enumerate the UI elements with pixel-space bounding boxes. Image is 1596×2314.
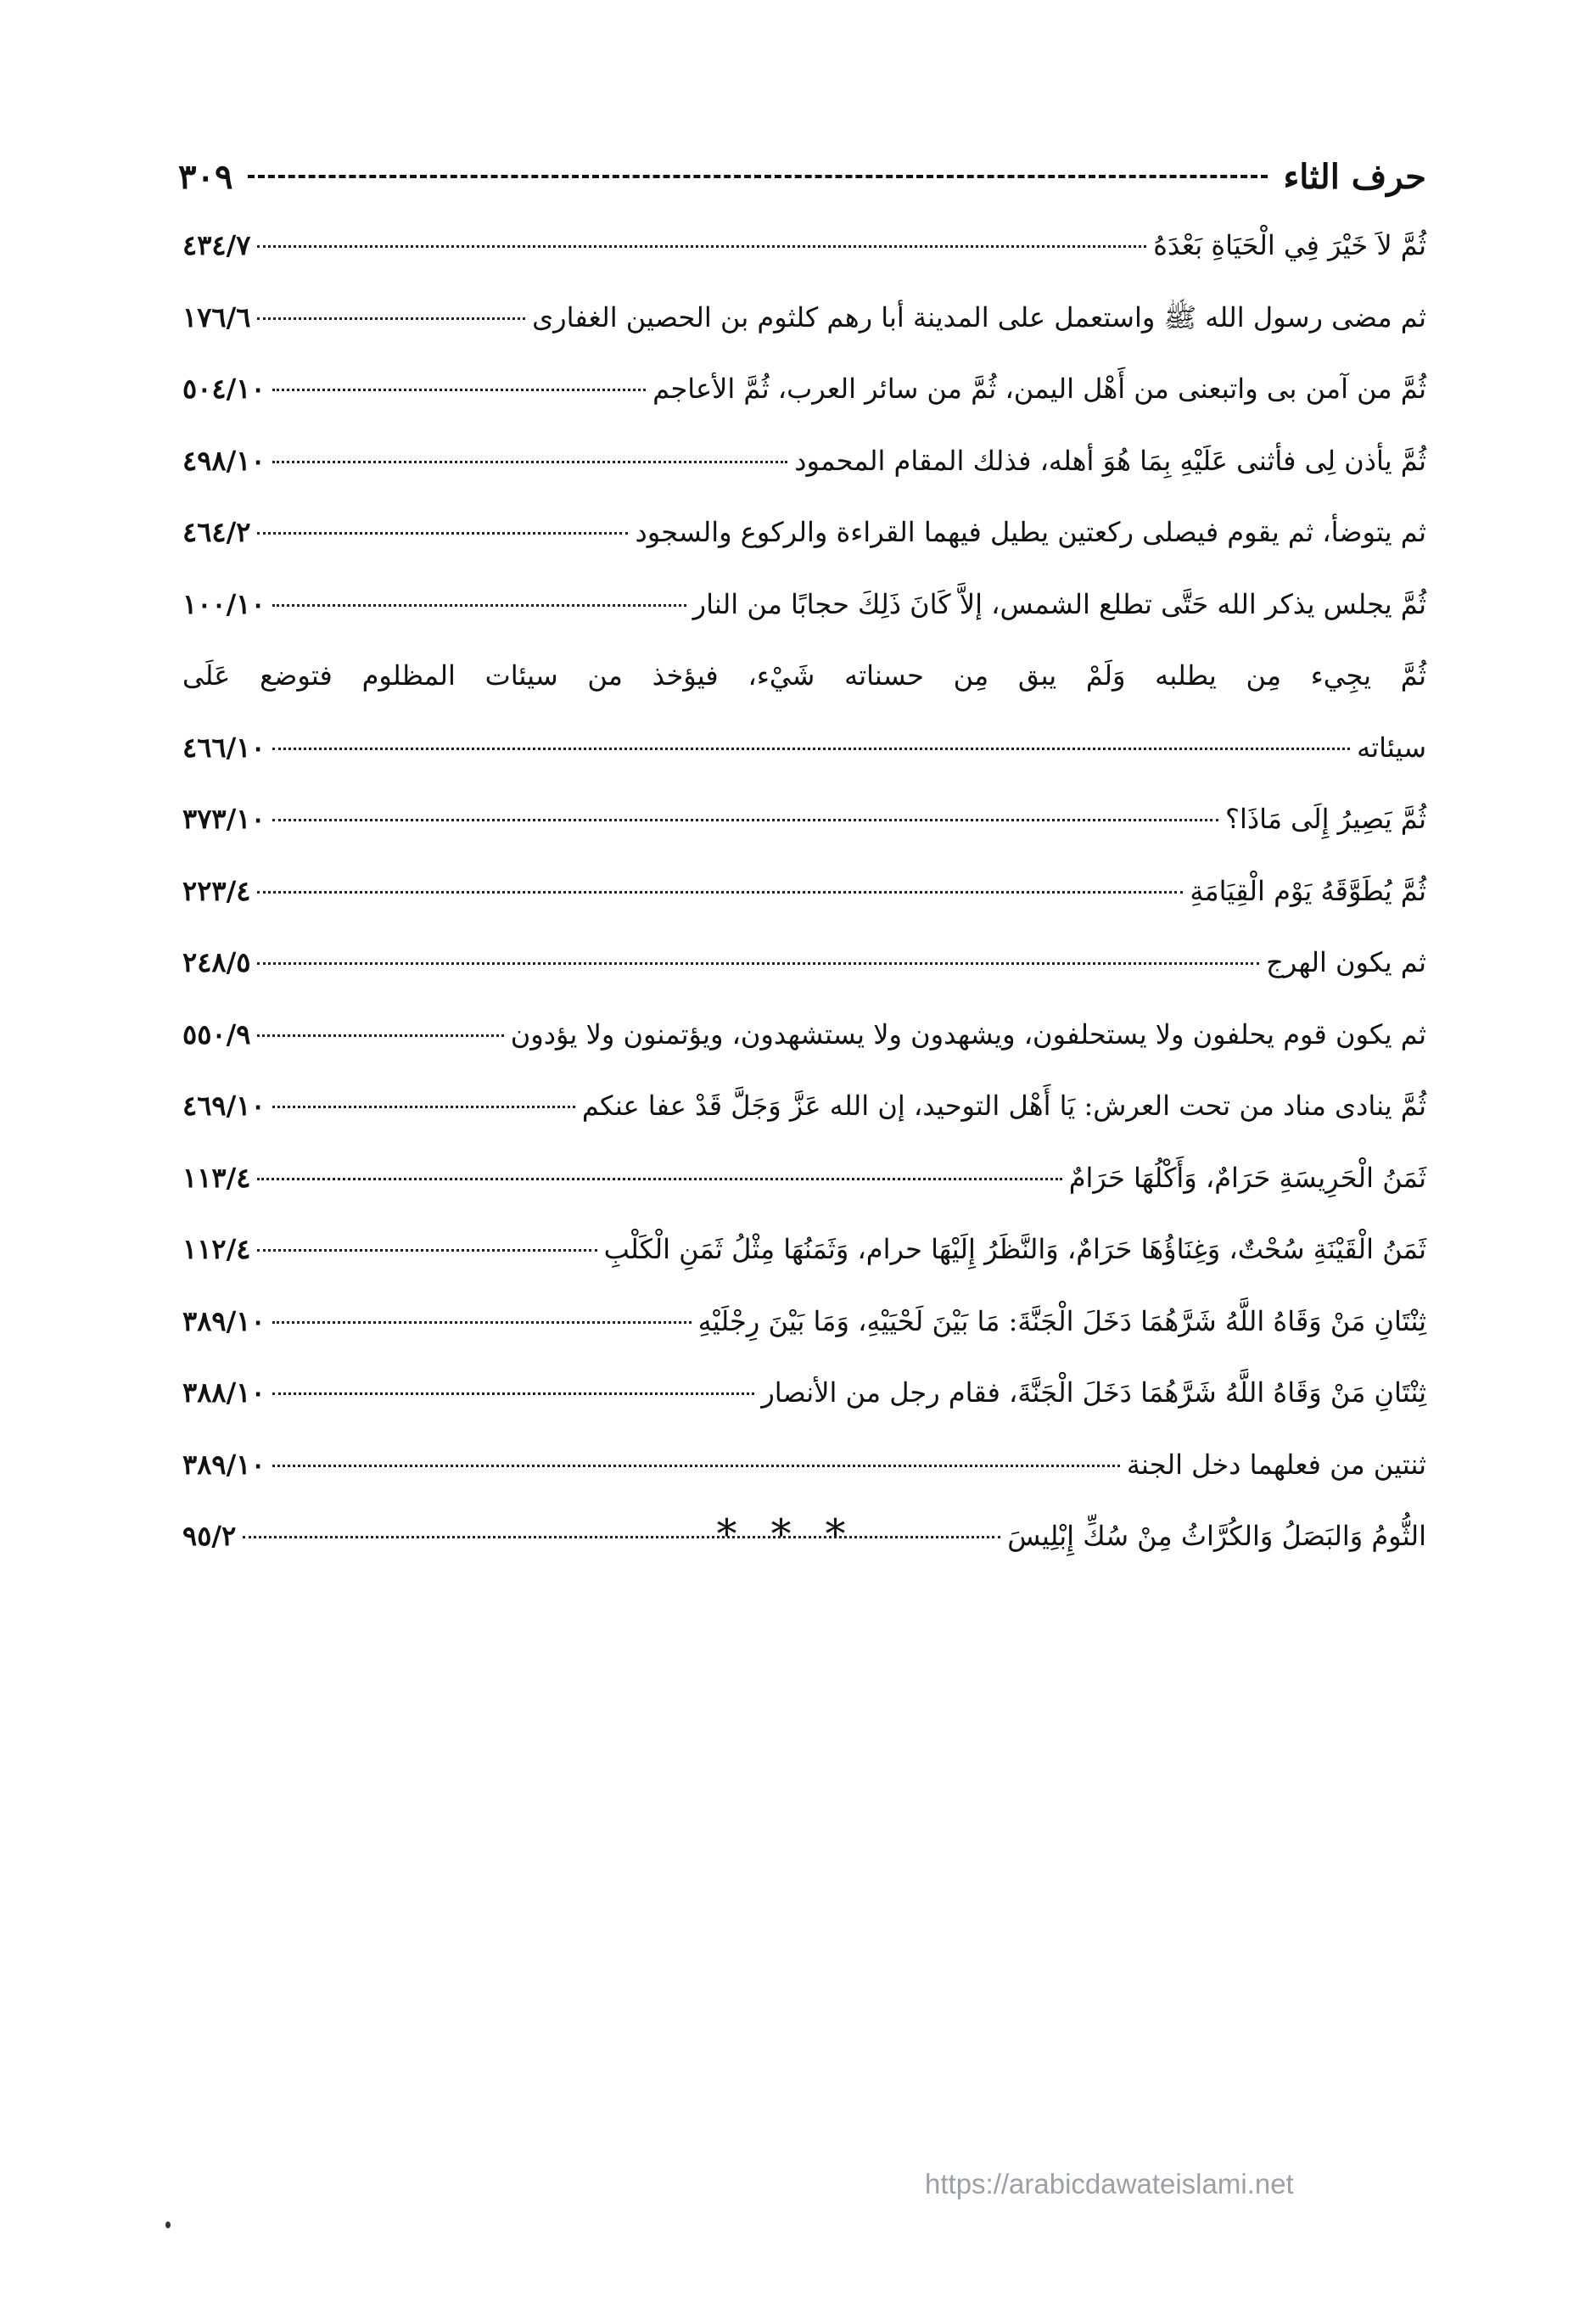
- index-entry: [182, 1018, 1426, 1090]
- page-header: [178, 151, 1426, 202]
- watermark-link[interactable]: https://arabicdawateislami.net: [925, 2168, 1294, 2199]
- entry-text: ثُمَّ يُطَوَّقَهُ يَوْم الْقِيَامَةِ: [1190, 874, 1426, 907]
- index-entry: [182, 516, 1426, 588]
- index-entry: [182, 1376, 1426, 1448]
- entry-text: ثُمَّ لاَ خَيْرَ فِي الْحَيَاةِ بَعْدَهُ: [1153, 229, 1426, 261]
- entry-reference: ٤٦٩/١٠: [182, 1090, 266, 1122]
- entry-text: ثَمَنُ الْقَيْنَةِ سُحْتٌ، وَغِنَاؤُهَا حَرَامٌ، وَالنَّظَرُ إِلَيْهَا حرام، وَثَمَنُهَا مِثْلُ ثَمَنِ الْكَلْبِ: [603, 1233, 1426, 1265]
- dot-leader: [272, 1321, 692, 1324]
- dot-leader: [257, 891, 1183, 894]
- index-entry: [182, 373, 1426, 445]
- end-ornament: ***: [716, 1510, 880, 1558]
- entry-reference: ١٧٦/٦: [182, 300, 251, 333]
- entry-reference: ١١٣/٤: [182, 1161, 251, 1194]
- entry-reference: ١١٢/٤: [182, 1233, 251, 1265]
- entry-text: ثُمَّ ينادى مناد من تحت العرش: يَا أَهْل التوحيد، إن الله عَزَّ وَجَلَّ قَدْ عفا عنكم: [581, 1090, 1426, 1122]
- section-title: حرف الثاء: [1283, 156, 1426, 197]
- index-entry-multiline: [182, 659, 1426, 803]
- entry-text: ثم يكون قوم يحلفون ولا يستحلفون، ويشهدون ولا يستشهدون، ويؤتمنون ولا يؤدون: [510, 1017, 1426, 1051]
- index-entry: [182, 875, 1426, 947]
- entry-reference: ٤٣٤/٧: [182, 229, 251, 261]
- entry-reference: ٢٤٨/٥: [182, 946, 251, 978]
- entry-reference: ٩٥/٢: [182, 1520, 237, 1552]
- dot-leader: [272, 604, 686, 607]
- dot-leader: [257, 532, 628, 535]
- dot-leader: [272, 748, 1350, 750]
- page-number: ٣٠٩: [178, 156, 233, 197]
- dot-leader: [257, 317, 525, 320]
- dot-leader: [272, 389, 647, 391]
- dot-leader: [272, 1465, 1120, 1467]
- header-divider: [248, 175, 1268, 178]
- entry-reference: ٢٢٣/٤: [182, 874, 251, 907]
- index-entry: [182, 301, 1426, 373]
- entry-reference: ٣٨٩/١٠: [182, 1304, 266, 1337]
- dot-leader: [257, 1178, 1061, 1180]
- index-entries: [182, 229, 1426, 1592]
- index-entry: [182, 1448, 1426, 1521]
- entry-reference: ٥٥٠/٩: [182, 1017, 251, 1051]
- index-entry: [182, 1162, 1426, 1234]
- dot-leader: [272, 1106, 575, 1108]
- entry-reference: ٤٦٤/٢: [182, 516, 251, 548]
- index-entry: [182, 229, 1426, 301]
- entry-text: ثم يكون الهرج: [1266, 946, 1426, 978]
- index-entry: [182, 588, 1426, 660]
- entry-reference: ٣٨٨/١٠: [182, 1376, 266, 1409]
- index-entry: [182, 1090, 1426, 1162]
- index-entry: [182, 1305, 1426, 1377]
- index-entry: [182, 1233, 1426, 1305]
- entry-line-2: [182, 731, 1426, 804]
- entry-text: ثَمَنُ الْحَرِيسَةِ حَرَامٌ، وَأَكْلُهَا حَرَامٌ: [1068, 1161, 1426, 1194]
- entry-text: ثُمَّ يَصِيرُ إِلَى مَاذَا؟: [1224, 803, 1426, 835]
- index-entry: [182, 445, 1426, 517]
- dot-leader: [257, 245, 1146, 248]
- entry-text: ثم يتوضأ، ثم يقوم فيصلى ركعتين يطيل فيهما القراءة والركوع والسجود: [635, 516, 1426, 548]
- entry-reference: ٣٧٣/١٠: [182, 803, 266, 835]
- entry-text: ثُمَّ يجِيء مِن يطلبه وَلَمْ يبق مِن حسناته شَيْء، فيؤخذ من سيئات المظلوم فتوضع عَلَى: [182, 659, 1426, 692]
- entry-text: ثِنْتَانِ مَنْ وَقَاهُ اللَّهُ شَرَّهُمَا دَخَلَ الْجَنَّةَ، فقام رجل من الأنصار: [761, 1376, 1426, 1409]
- index-entry: [182, 946, 1426, 1018]
- entry-reference: ٣٨٩/١٠: [182, 1448, 266, 1481]
- dot-leader: [257, 1249, 596, 1252]
- entry-reference: ١٠٠/١٠: [182, 587, 266, 620]
- dot-leader: [272, 819, 1218, 821]
- scan-speck: [165, 2222, 171, 2228]
- dot-leader: [272, 1392, 755, 1395]
- entry-text: ثُمَّ يجلس يذكر الله حَتَّى تطلع الشمس، إلاَّ كَانَ ذَلِكَ حجابًا من النار: [692, 587, 1426, 620]
- entry-reference: ٤٩٨/١٠: [182, 444, 266, 477]
- entry-text: ثِنْتَانِ مَنْ وَقَاهُ اللَّهُ شَرَّهُمَا دَخَلَ الْجَنَّةَ: مَا بَيْنَ لَحْيَيْهِ، وَمَا بَيْنَ رِجْلَيْهِ: [697, 1304, 1426, 1337]
- entry-text: ثنتين من فعلهما دخل الجنة: [1126, 1448, 1426, 1481]
- dot-leader: [257, 962, 1259, 965]
- entry-reference: ٤٦٦/١٠: [182, 731, 266, 764]
- entry-text: ثُمَّ من آمن بى واتبعنى من أَهْل اليمن، ثُمَّ من سائر العرب، ثُمَّ الأعاجم: [652, 373, 1426, 405]
- entry-text: ثُمَّ يأذن لِى فأثنى عَلَيْهِ بِمَا هُوَ أهله، فذلك المقام المحمود: [794, 444, 1426, 477]
- entry-reference: ٥٠٤/١٠: [182, 373, 266, 405]
- dot-leader: [257, 1034, 503, 1037]
- entry-text: ثم مضى رسول الله ﷺ واستعمل على المدينة أبا رهم كلثوم بن الحصين الغفارى: [532, 300, 1426, 333]
- entry-text: الثُّومُ وَالبَصَلُ وَالكُرَّاثُ مِنْ سُكِّ إِبْلِيسَ: [1007, 1520, 1426, 1552]
- index-entry: [182, 803, 1426, 875]
- dot-leader: [272, 461, 788, 463]
- entry-text-continuation: سيئاته: [1357, 731, 1426, 764]
